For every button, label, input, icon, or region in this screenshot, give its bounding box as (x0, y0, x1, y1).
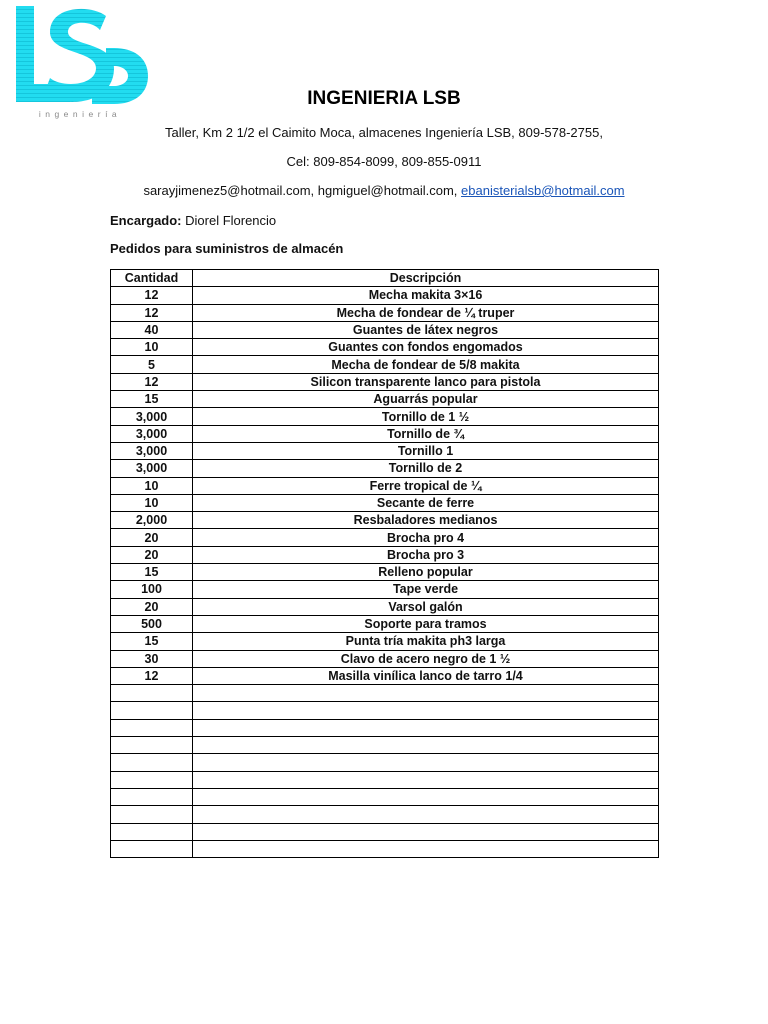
description-cell (193, 771, 659, 788)
description-cell: Mecha de fondear de ¼ truper (193, 304, 659, 321)
table-row (111, 771, 659, 788)
description-cell: Tape verde (193, 581, 659, 598)
quantity-cell: 2,000 (111, 512, 193, 529)
description-cell: Masilla vinílica lanco de tarro 1/4 (193, 667, 659, 684)
table-row (111, 477, 659, 494)
cel-line: Cel: 809-854-8099, 809-855-0911 (286, 154, 482, 169)
table-row (111, 598, 659, 615)
quantity-cell (111, 771, 193, 788)
description-cell: Guantes de látex negros (193, 321, 659, 338)
quantity-cell: 10 (111, 339, 193, 356)
description-cell: Tornillo 1 (193, 442, 659, 459)
description-cell: Guantes con fondos engomados (193, 339, 659, 356)
email-plain: sarayjimenez5@hotmail.com, hgmiguel@hotmail.com, (143, 183, 462, 198)
quantity-cell (111, 823, 193, 840)
encargado-label: Encargado: (110, 213, 182, 228)
table-row (111, 287, 659, 304)
quantity-cell (111, 719, 193, 736)
email-line (0, 183, 768, 198)
quantity-cell: 12 (111, 667, 193, 684)
quantity-cell: 12 (111, 304, 193, 321)
quantity-cell: 3,000 (111, 425, 193, 442)
header-cantidad: Cantidad (111, 270, 193, 287)
quantity-cell (111, 702, 193, 719)
description-cell (193, 840, 659, 857)
quantity-cell: 30 (111, 650, 193, 667)
quantity-cell (111, 754, 193, 771)
quantity-cell: 15 (111, 564, 193, 581)
quantity-cell: 20 (111, 529, 193, 546)
orders-table (110, 269, 659, 858)
description-cell: Punta tría makita ph3 larga (193, 633, 659, 650)
logo-tagline: ingeniería (38, 109, 122, 119)
table-row (111, 373, 659, 390)
table-row (111, 754, 659, 771)
quantity-cell (111, 806, 193, 823)
description-cell: Brocha pro 4 (193, 529, 659, 546)
table-row (111, 356, 659, 373)
description-cell (193, 702, 659, 719)
quantity-cell: 12 (111, 287, 193, 304)
description-cell (193, 685, 659, 702)
table-row (111, 321, 659, 338)
description-cell: Varsol galón (193, 598, 659, 615)
description-cell (193, 806, 659, 823)
table-header-row (111, 270, 659, 287)
quantity-cell: 5 (111, 356, 193, 373)
description-cell: Tornillo de ¾ (193, 425, 659, 442)
quantity-cell: 15 (111, 633, 193, 650)
quantity-cell: 20 (111, 598, 193, 615)
quantity-cell (111, 788, 193, 805)
encargado-value: Diorel Florencio (181, 213, 277, 228)
header-descripcion: Descripción (193, 270, 659, 287)
address-line: Taller, Km 2 1/2 el Caimito Moca, almacenes Ingeniería LSB, 809-578-2755, (165, 125, 603, 140)
quantity-cell: 3,000 (111, 460, 193, 477)
description-cell: Brocha pro 3 (193, 546, 659, 563)
description-cell: Mecha de fondear de 5/8 makita (193, 356, 659, 373)
quantity-cell (111, 737, 193, 754)
pedidos-heading: Pedidos para suministros de almacén (110, 241, 344, 256)
quantity-cell: 500 (111, 615, 193, 632)
quantity-cell (111, 685, 193, 702)
quantity-cell: 40 (111, 321, 193, 338)
table-row (111, 581, 659, 598)
description-cell: Tornillo de 1 ½ (193, 408, 659, 425)
table-row (111, 494, 659, 511)
quantity-cell: 20 (111, 546, 193, 563)
description-cell: Ferre tropical de ¼ (193, 477, 659, 494)
table-row (111, 788, 659, 805)
description-cell (193, 788, 659, 805)
table-row (111, 408, 659, 425)
page-title: INGENIERIA LSB (307, 88, 461, 109)
quantity-cell: 10 (111, 477, 193, 494)
description-cell (193, 737, 659, 754)
quantity-cell: 12 (111, 373, 193, 390)
description-cell: Soporte para tramos (193, 615, 659, 632)
table-row (111, 685, 659, 702)
table-row (111, 564, 659, 581)
table-row (111, 667, 659, 684)
table-row (111, 339, 659, 356)
table-row (111, 702, 659, 719)
table-row (111, 442, 659, 459)
description-cell: Silicon transparente lanco para pistola (193, 373, 659, 390)
quantity-cell: 3,000 (111, 408, 193, 425)
description-cell: Relleno popular (193, 564, 659, 581)
description-cell: Mecha makita 3×16 (193, 287, 659, 304)
table-row (111, 823, 659, 840)
description-cell: Aguarrás popular (193, 391, 659, 408)
quantity-cell: 100 (111, 581, 193, 598)
table-row (111, 840, 659, 857)
description-cell: Secante de ferre (193, 494, 659, 511)
description-cell: Clavo de acero negro de 1 ½ (193, 650, 659, 667)
table-row (111, 719, 659, 736)
table-row (111, 460, 659, 477)
description-cell (193, 719, 659, 736)
quantity-cell: 3,000 (111, 442, 193, 459)
description-cell: Resbaladores medianos (193, 512, 659, 529)
table-row (111, 425, 659, 442)
table-row (111, 512, 659, 529)
table-row (111, 737, 659, 754)
table-row (111, 633, 659, 650)
table-row (111, 304, 659, 321)
description-cell (193, 754, 659, 771)
description-cell (193, 823, 659, 840)
table-row (111, 391, 659, 408)
quantity-cell (111, 840, 193, 857)
table-row (111, 546, 659, 563)
quantity-cell: 15 (111, 391, 193, 408)
email-link[interactable]: ebanisterialsb@hotmail.com (461, 183, 625, 198)
table-row (111, 529, 659, 546)
description-cell: Tornillo de 2 (193, 460, 659, 477)
table-row (111, 650, 659, 667)
table-row (111, 806, 659, 823)
encargado-field (110, 213, 276, 228)
quantity-cell: 10 (111, 494, 193, 511)
table-row (111, 615, 659, 632)
